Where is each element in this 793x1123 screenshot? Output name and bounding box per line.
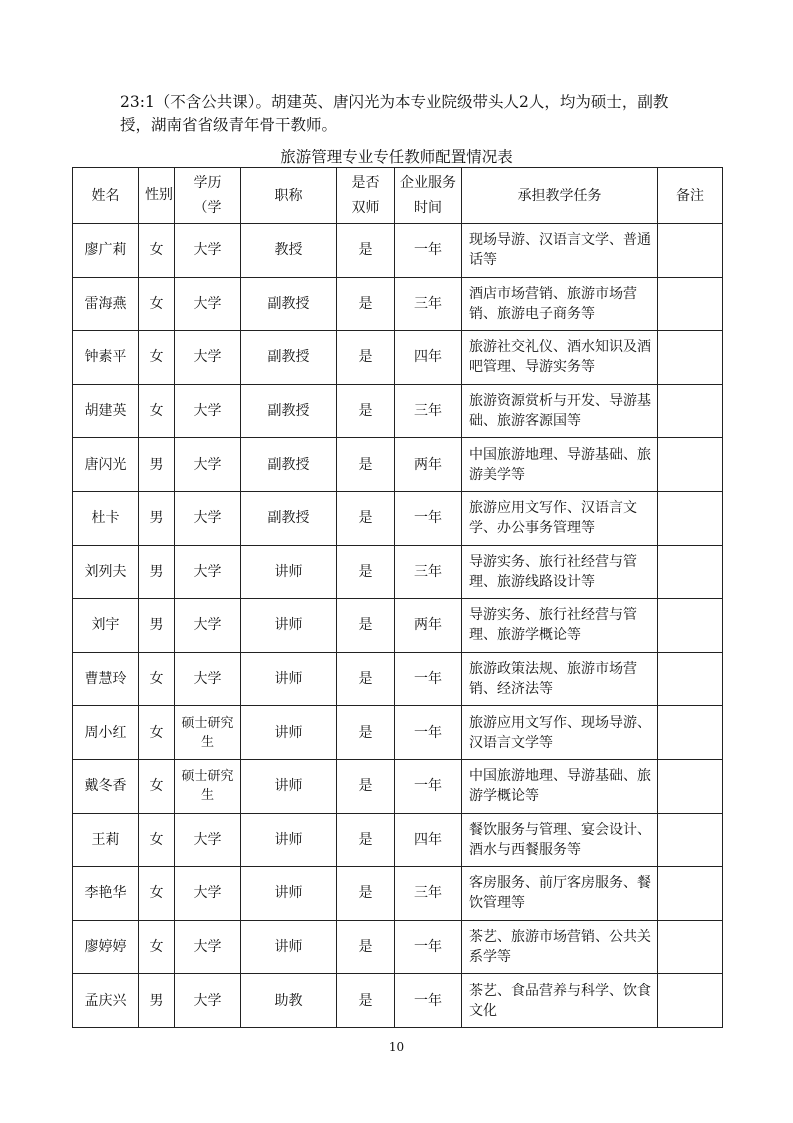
header-service: 企业服务时间 (395, 168, 462, 224)
cell-tasks: 旅游资源赏析与开发、导游基础、旅游客源国等 (462, 384, 658, 438)
cell-service: 三年 (395, 867, 462, 921)
table-row (73, 545, 723, 599)
cell-name: 廖婷婷 (73, 920, 139, 974)
cell-title: 教授 (241, 224, 337, 278)
cell-name: 雷海燕 (73, 277, 139, 331)
cell-tasks: 茶艺、旅游市场营销、公共关系学等 (462, 920, 658, 974)
intro-paragraph: 23:1（不含公共课）。胡建英、唐闪光为本专业院级带头人2人，均为硕士，副教授，湖南省省级青年骨干教师。 (120, 93, 669, 134)
cell-title: 讲师 (241, 813, 337, 867)
cell-education: 大学 (175, 545, 241, 599)
cell-dual: 是 (337, 438, 395, 492)
cell-title: 副教授 (241, 277, 337, 331)
cell-title: 讲师 (241, 545, 337, 599)
cell-education: 大学 (175, 438, 241, 492)
cell-remarks (658, 599, 723, 653)
cell-dual: 是 (337, 491, 395, 545)
cell-education: 硕士研究生 (175, 706, 241, 760)
cell-name: 曹慧玲 (73, 652, 139, 706)
cell-tasks: 茶艺、食品营养与科学、饮食文化 (462, 974, 658, 1028)
header-education: 学历（学 (175, 168, 241, 224)
cell-gender: 女 (139, 759, 175, 813)
cell-dual: 是 (337, 599, 395, 653)
table-row (73, 331, 723, 385)
cell-service: 两年 (395, 599, 462, 653)
cell-remarks (658, 867, 723, 921)
cell-name: 廖广莉 (73, 224, 139, 278)
cell-gender: 男 (139, 545, 175, 599)
cell-service: 一年 (395, 652, 462, 706)
table-caption: 旅游管理专业专任教师配置情况表 (280, 148, 513, 166)
header-name: 姓名 (73, 168, 139, 224)
cell-gender: 女 (139, 706, 175, 760)
cell-service: 三年 (395, 277, 462, 331)
cell-name: 戴冬香 (73, 759, 139, 813)
cell-gender: 男 (139, 491, 175, 545)
cell-title: 讲师 (241, 920, 337, 974)
cell-service: 三年 (395, 384, 462, 438)
cell-remarks (658, 491, 723, 545)
cell-education: 大学 (175, 920, 241, 974)
teacher-table (72, 167, 723, 1028)
cell-education: 大学 (175, 491, 241, 545)
cell-education: 大学 (175, 599, 241, 653)
cell-tasks: 中国旅游地理、导游基础、旅游美学等 (462, 438, 658, 492)
cell-service: 四年 (395, 331, 462, 385)
cell-service: 四年 (395, 813, 462, 867)
cell-dual: 是 (337, 331, 395, 385)
page-number: 10 (388, 1040, 405, 1054)
cell-tasks: 现场导游、汉语言文学、普通话等 (462, 224, 658, 278)
cell-education: 大学 (175, 331, 241, 385)
table-row (73, 706, 723, 760)
cell-name: 胡建英 (73, 384, 139, 438)
table-row (73, 974, 723, 1028)
cell-gender: 男 (139, 599, 175, 653)
cell-service: 一年 (395, 491, 462, 545)
cell-service: 一年 (395, 974, 462, 1028)
cell-title: 讲师 (241, 599, 337, 653)
cell-education: 大学 (175, 813, 241, 867)
cell-title: 讲师 (241, 867, 337, 921)
cell-title: 讲师 (241, 652, 337, 706)
cell-gender: 女 (139, 277, 175, 331)
cell-dual: 是 (337, 224, 395, 278)
cell-title: 副教授 (241, 331, 337, 385)
cell-remarks (658, 384, 723, 438)
cell-service: 一年 (395, 920, 462, 974)
cell-remarks (658, 224, 723, 278)
cell-remarks (658, 545, 723, 599)
cell-service: 一年 (395, 706, 462, 760)
cell-remarks (658, 438, 723, 492)
cell-dual: 是 (337, 384, 395, 438)
header-title: 职称 (241, 168, 337, 224)
cell-service: 一年 (395, 759, 462, 813)
cell-tasks: 导游实务、旅行社经营与管理、旅游学概论等 (462, 599, 658, 653)
cell-name: 周小红 (73, 706, 139, 760)
table-row (73, 867, 723, 921)
cell-tasks: 餐饮服务与管理、宴会设计、酒水与西餐服务等 (462, 813, 658, 867)
cell-education: 大学 (175, 384, 241, 438)
cell-tasks: 旅游应用文写作、现场导游、汉语言文学等 (462, 706, 658, 760)
cell-gender: 女 (139, 867, 175, 921)
cell-service: 一年 (395, 224, 462, 278)
table-row (73, 759, 723, 813)
cell-title: 讲师 (241, 759, 337, 813)
table-row (73, 652, 723, 706)
cell-name: 杜卡 (73, 491, 139, 545)
cell-tasks: 旅游政策法规、旅游市场营销、经济法等 (462, 652, 658, 706)
cell-title: 副教授 (241, 438, 337, 492)
header-tasks: 承担教学任务 (462, 168, 658, 224)
cell-dual: 是 (337, 277, 395, 331)
cell-name: 唐闪光 (73, 438, 139, 492)
table-header-row (73, 168, 723, 224)
cell-tasks: 酒店市场营销、旅游市场营销、旅游电子商务等 (462, 277, 658, 331)
cell-gender: 女 (139, 813, 175, 867)
table-row (73, 224, 723, 278)
cell-education: 大学 (175, 224, 241, 278)
cell-dual: 是 (337, 974, 395, 1028)
cell-gender: 男 (139, 974, 175, 1028)
cell-remarks (658, 331, 723, 385)
table-row (73, 384, 723, 438)
header-remarks: 备注 (658, 168, 723, 224)
cell-education: 大学 (175, 652, 241, 706)
cell-tasks: 中国旅游地理、导游基础、旅游学概论等 (462, 759, 658, 813)
cell-remarks (658, 920, 723, 974)
cell-name: 刘宇 (73, 599, 139, 653)
cell-remarks (658, 706, 723, 760)
cell-tasks: 旅游社交礼仪、酒水知识及酒吧管理、导游实务等 (462, 331, 658, 385)
cell-title: 讲师 (241, 706, 337, 760)
cell-dual: 是 (337, 867, 395, 921)
header-gender: 性别 (139, 168, 175, 224)
cell-gender: 男 (139, 438, 175, 492)
cell-remarks (658, 759, 723, 813)
cell-title: 副教授 (241, 384, 337, 438)
cell-title: 副教授 (241, 491, 337, 545)
cell-tasks: 导游实务、旅行社经营与管理、旅游线路设计等 (462, 545, 658, 599)
table-row (73, 277, 723, 331)
cell-education: 大学 (175, 867, 241, 921)
cell-name: 孟庆兴 (73, 974, 139, 1028)
cell-remarks (658, 974, 723, 1028)
cell-name: 刘列夫 (73, 545, 139, 599)
cell-remarks (658, 277, 723, 331)
cell-service: 三年 (395, 545, 462, 599)
table-row (73, 599, 723, 653)
table-row (73, 491, 723, 545)
cell-dual: 是 (337, 652, 395, 706)
header-dual: 是否双师 (337, 168, 395, 224)
table-row (73, 438, 723, 492)
cell-gender: 女 (139, 652, 175, 706)
cell-name: 钟素平 (73, 331, 139, 385)
cell-dual: 是 (337, 545, 395, 599)
cell-education: 硕士研究生 (175, 759, 241, 813)
cell-service: 两年 (395, 438, 462, 492)
cell-education: 大学 (175, 277, 241, 331)
table-row (73, 813, 723, 867)
cell-gender: 女 (139, 920, 175, 974)
cell-title: 助教 (241, 974, 337, 1028)
table-row (73, 920, 723, 974)
cell-dual: 是 (337, 920, 395, 974)
cell-dual: 是 (337, 813, 395, 867)
cell-name: 王莉 (73, 813, 139, 867)
cell-gender: 女 (139, 224, 175, 278)
cell-remarks (658, 652, 723, 706)
cell-dual: 是 (337, 706, 395, 760)
cell-gender: 女 (139, 331, 175, 385)
cell-tasks: 客房服务、前厅客房服务、餐饮管理等 (462, 867, 658, 921)
cell-tasks: 旅游应用文写作、汉语言文学、办公事务管理等 (462, 491, 658, 545)
cell-name: 李艳华 (73, 867, 139, 921)
cell-education: 大学 (175, 974, 241, 1028)
cell-dual: 是 (337, 759, 395, 813)
cell-remarks (658, 813, 723, 867)
cell-gender: 女 (139, 384, 175, 438)
